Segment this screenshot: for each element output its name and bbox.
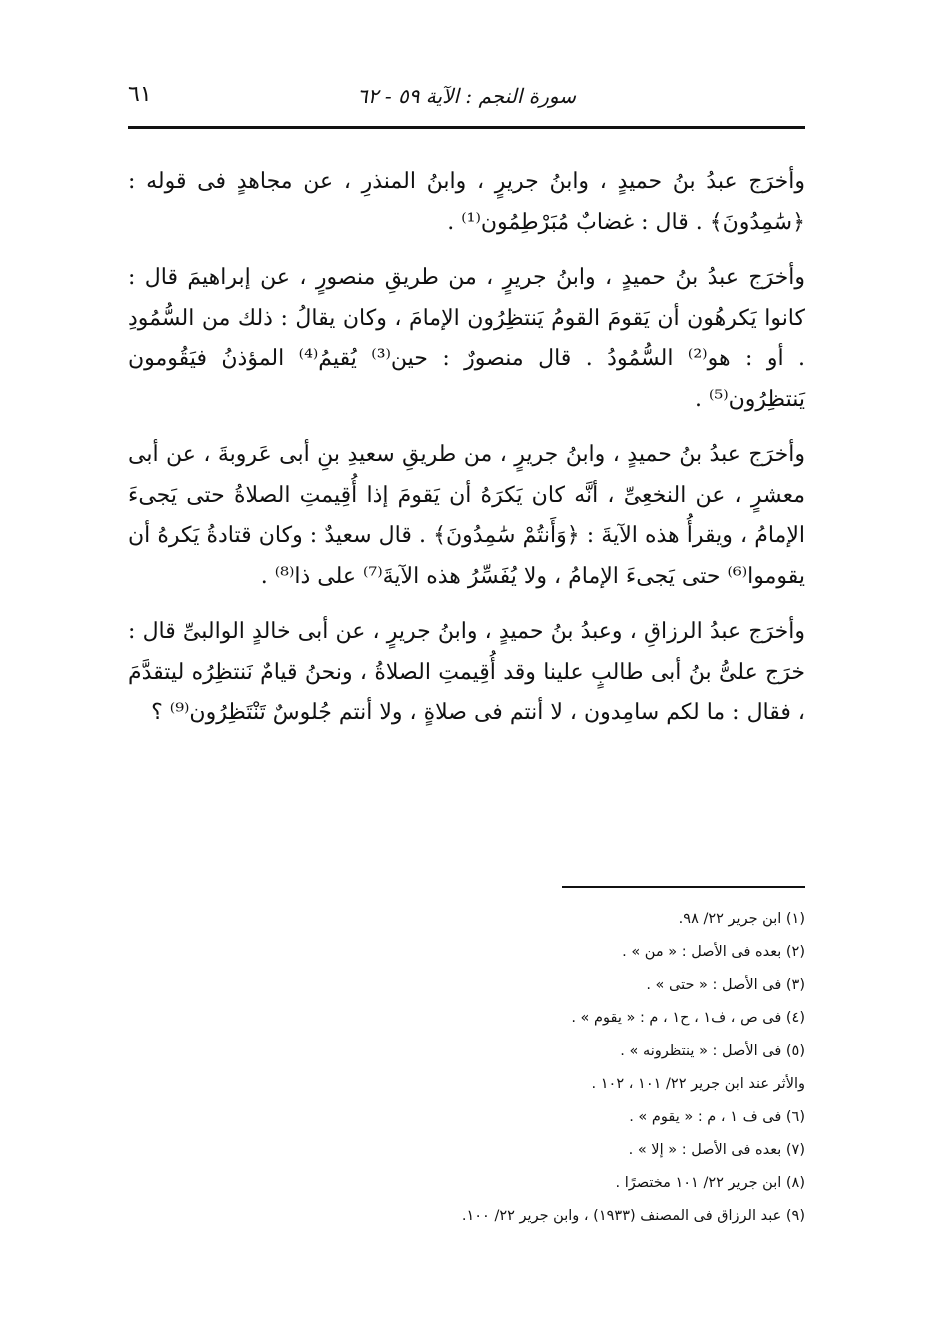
footnotes bbox=[128, 903, 805, 1233]
footnote-6: (٦) فى ف ١ ، م : « يقوم » . bbox=[629, 1109, 805, 1125]
footnote-rule bbox=[562, 886, 805, 888]
paragraph-4: وأخرَج عبدُ الرزاقِ ، وعبدُ بنُ حميدٍ ، وابنُ جريرٍ ، عن أبى خالدٍ الوالبىِّ قال : خرَج علىُّ بنُ أبى طالبٍ علينا وقد أُقِيمتِ الصلاةُ ، ونحنُ قيامٌ نَنتظِرُه ليتقدَّمَ ، فقال : ما لكم سامِدون ، لا أنتم فى صلاةٍ ، ولا أنتم جُلوسٌ تَنْتَظِرُون⁽⁹⁾ ؟ bbox=[128, 619, 805, 725]
header-rule bbox=[128, 126, 805, 129]
footnote-4: (٤) فى ص ، ف١ ، ح١ ، م : « يقوم » . bbox=[571, 1010, 805, 1026]
footnote-5: (٥) فى الأصل : « ينتظرونه » . bbox=[620, 1043, 805, 1059]
page-number: ٦١ bbox=[128, 82, 152, 107]
paragraph-3: وأخرَج عبدُ بنُ حميدٍ ، وابنُ جريرٍ ، من طريقِ سعيدِ بنِ أبى عَروبةَ ، عن أبى معشرٍ ، عن النخعِىِّ ، أنَّه كان يَكرَهُ أن يَقومَ إذا أُقِيمتِ الصلاةُ حتى يَجىءَ الإمامُ ، ويقرأُ هذه الآيةَ : ﴿وَأَنتُمْ سَٰمِدُونَ﴾ . قال سعيدٌ : وكان قتادةُ يَكرهُ أن يقوموا⁽⁶⁾ حتى يَجىءَ الإمامُ ، ولا يُفَسِّرُ هذه الآيةَ⁽⁷⁾ على ذا⁽⁸⁾ . bbox=[128, 442, 805, 589]
page-header bbox=[128, 80, 805, 120]
footnote-2: (٢) بعده فى الأصل : « من » . bbox=[622, 944, 805, 960]
footnote-9: (٩) عبد الرزاق فى المصنف (١٩٣٣) ، وابن جرير ٢٢/ ١٠٠. bbox=[461, 1208, 805, 1224]
footnote-3: (٣) فى الأصل : « حتى » . bbox=[646, 977, 805, 993]
running-title: سورة النجم : الآية ٥٩ - ٦٢ bbox=[356, 84, 576, 108]
footnote-8: (٨) ابن جرير ٢٢/ ١٠١ مختصرًا . bbox=[615, 1175, 805, 1191]
body-text bbox=[128, 162, 805, 749]
paragraph-1: وأخرَج عبدُ بنُ حميدٍ ، وابنُ جريرٍ ، وابنُ المنذرِ ، عن مجاهدٍ فى قوله : ﴿سَٰمِدُونَ﴾ . قال : غضابٌ مُبَرْطِمُون⁽¹⁾ . bbox=[128, 169, 805, 235]
paragraph-2: وأخرَج عبدُ بنُ حميدٍ ، وابنُ جريرٍ ، من طريقِ منصورٍ ، عن إبراهيمَ قال : كانوا يَكرهُون أن يَقومَ القومُ يَنتظِرُون الإمامَ ، وكان يقالُ : ذلك من السُّمُودِ . أو : هو⁽²⁾ السُّمُودُ . قال منصورٌ : حين⁽³⁾ يُقيمُ⁽⁴⁾ المؤذنُ فيَقُومون يَنتظِرُون⁽⁵⁾ . bbox=[128, 265, 805, 412]
footnote-1: (١) ابن جرير ٢٢/ ٩٨. bbox=[678, 911, 805, 927]
footnote-7: (٧) بعده فى الأصل : « إلا » . bbox=[628, 1142, 805, 1158]
footnote-5-continuation: والأثر عند ابن جرير ٢٢/ ١٠١ ، ١٠٢ . bbox=[591, 1076, 805, 1092]
